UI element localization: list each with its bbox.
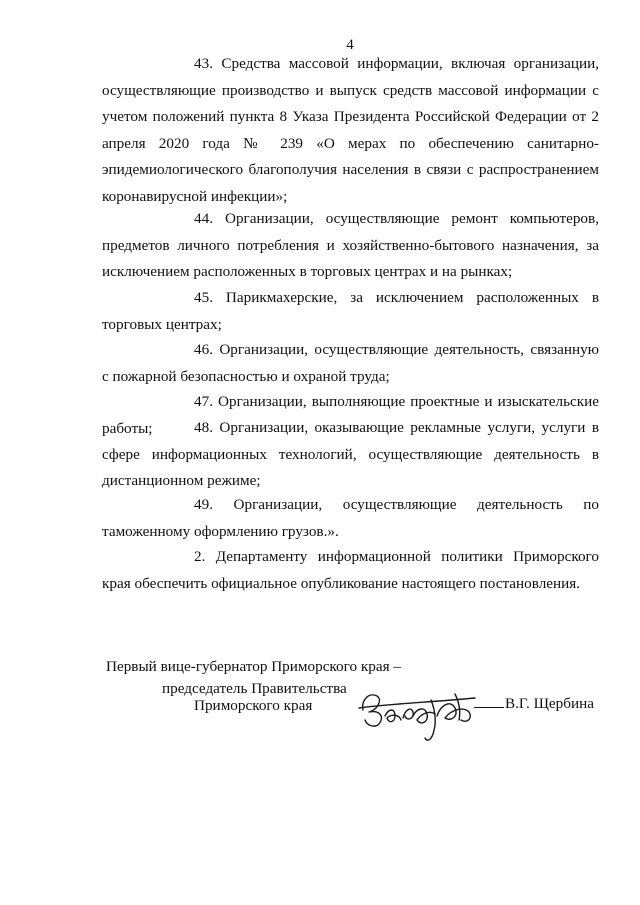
item-number: 46. (194, 341, 213, 358)
item-text: Парикмахерские, за исключением расположенных в торговых центрах; (102, 289, 599, 333)
signatory-title-line-1: Первый вице-губернатор Приморского края – (106, 658, 401, 675)
item-number: 43. (194, 55, 213, 72)
page-number: 4 (346, 37, 354, 53)
item-text: Средства массовой информации, включая организации, осуществляющие производство и выпуск средств массовой информации с учетом положений пункта 8 Указа Президента Российской Федерации от 2 апреля 2020 года № 239 «О мерах по обеспечению санитарно-эпидемиологического благополучия населения в связи с распространением коронавирусной инфекции»; (102, 55, 599, 205)
item-number: 44. (194, 210, 213, 227)
clause-number: 2. (194, 548, 206, 565)
item-number: 49. (194, 496, 213, 513)
clause-text: Департаменту информационной политики Приморского края обеспечить официальное опубликование настоящего постановления. (102, 548, 600, 592)
handwritten-signature-icon (355, 680, 490, 746)
signatory-title-line-3: Приморского края (194, 697, 313, 714)
item-text: Организации, выполняющие проектные и изыскательские работы; (102, 393, 600, 437)
signatory-name-text: В.Г. Щербина (505, 695, 594, 712)
signatory-title-line-2: председатель Правительства (162, 680, 347, 697)
item-text: Организации, осуществляющие ремонт компьютеров, предметов личного потребления и хозяйственно-бытового назначения, за исключением расположенных в торговых центрах и на рынках; (102, 210, 599, 280)
item-text: Организации, осуществляющие деятельность, связанную с пожарной безопасностью и охраной труда; (102, 341, 600, 385)
item-text: Организации, оказывающие рекламные услуги, услуги в сфере информационных технологий, осуществляющие деятельность в дистанционном режиме; (102, 419, 599, 489)
item-number: 45. (194, 289, 213, 306)
item-text: Организации, осуществляющие деятельность по таможенному оформлению грузов.». (102, 496, 599, 540)
signatory-name (474, 695, 594, 713)
item-number: 47. (194, 393, 213, 410)
item-number: 48. (194, 419, 213, 436)
signature-underline (474, 707, 504, 708)
